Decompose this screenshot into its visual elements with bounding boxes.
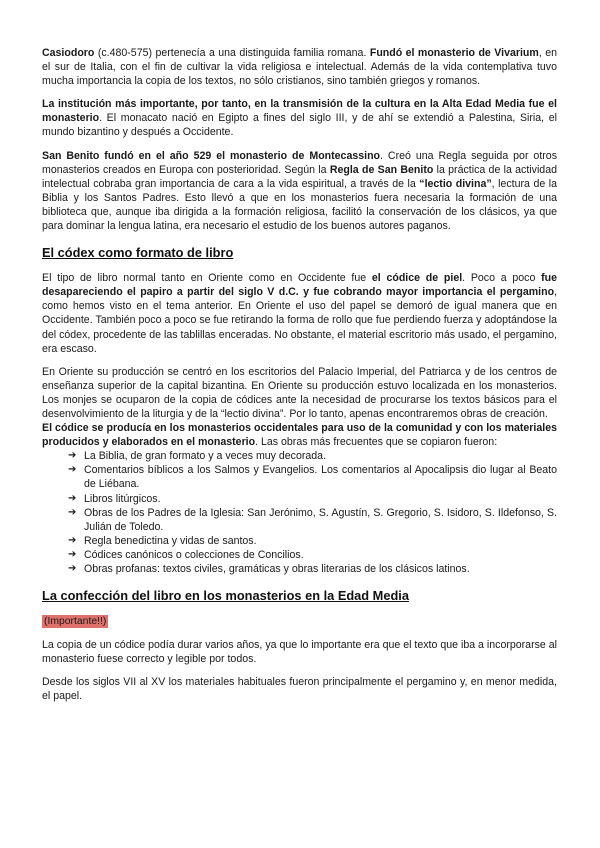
list-item: ➔ Obras profanas: textos civiles, gramáticas y obras literarias de los clásicos latinos. [68, 563, 470, 575]
paragraph-tipo-libro: El tipo de libro normal tanto en Oriente como en Occidente fue el códice de piel. Poco a poco fue desapareciendo el papiro a partir del siglo V d.C. y fue cobrando mayor importancia el pergamino, como hemos visto en el tema anterior. En Oriente el uso del papel se demoró de igual manera que en Occidente. También poco a poco se fue retirando la forma de rollo que fue perdiendo fuerza y adoptándose la del códex, procedente de las tablillas enceradas. No obstante, el material escritorio más usado, el pergamino, era escaso. [42, 272, 558, 355]
bold-text: La institución más importante, por tanto, en la transmisión de la cultura en la Alta Edad Media fue el monasterio [42, 98, 557, 125]
bold-text: fue desapareciendo el papiro a partir del siglo V d.C. y fue cobrando mayor importancia el pergamino [42, 272, 558, 299]
paragraph-oriente: En Oriente su producción se centró en los escritorios del Palacio Imperial, del Patriarca y de los centros de enseñanza superior de la capital bizantina. En Oriente su producción estuvo localizada en los monasterios. Los monjes se ocuparon de la copia de códices ante la necesidad de procurarse los textos básicos para el desenvolvimiento de la liturgia y de la “lectio divina”. Por lo tanto, apenas encontraremos obras de creación. [42, 365, 557, 420]
list-item: ➔ Comentarios bíblicos a los Salmos y Evangelios. Los comentarios al Apocalipsis dio lugar al Beato de Liébana. [68, 464, 557, 491]
bold-text: El códice se producía en los monasterios occidentales para uso de la comunidad y con los materiales producidos y elaborados en el monasterio [42, 422, 557, 449]
bold-text: Fundó el monasterio de Vivarium [369, 47, 539, 59]
list-item: ➔ Códices canónicos o colecciones de Concilios. [68, 548, 304, 561]
paragraph-materiales: Desde los siglos VII al XV los materiales habituales fueron principalmente el pergamino y, en menor medida, el papel. [42, 676, 557, 703]
arrow-icon: ➔ [68, 464, 77, 476]
list-item: ➔ Libros litúrgicos. [68, 492, 161, 505]
arrow-icon: ➔ [68, 534, 77, 546]
arrow-icon: ➔ [68, 563, 77, 574]
list-item: ➔ La Biblia, de gran formato y a veces muy decorada. [68, 450, 327, 463]
bold-text: “lectio divina” [419, 177, 492, 190]
document-page [42, 46, 557, 712]
paragraph-codice-monasterios: El códice se producía en los monasterios occidentales para uso de la comunidad y con los materiales producidos y elaborados en el monasterio. Las obras más frecuentes que se copiaron fueron: [42, 422, 557, 449]
importance-badge: (Importante!!) [44, 616, 107, 628]
bold-text: Regla de San Benito [329, 163, 434, 176]
list-item: ➔ Obras de los Padres de la Iglesia: San Jerónimo, S. Agustín, S. Gregorio, S. Isidoro, S. Ildefonso, S. Julián de Toledo. [68, 506, 557, 533]
arrow-icon: ➔ [68, 450, 77, 462]
paragraph-copia-codice: La copia de un códice podía durar varios años, ya que lo importante era que el texto que iba a incorporarse al monasterio fuese correcto y legible por todos. [42, 639, 557, 666]
arrow-icon: ➔ [68, 506, 77, 518]
list-item: ➔ Regla benedictina y vidas de santos. [68, 534, 257, 547]
arrow-icon: ➔ [68, 492, 77, 504]
paragraph-institucion: La institución más importante, por tanto, en la transmisión de la cultura en la Alta Edad Media fue el monasterio. El monacato nació en Egipto a fines del siglo III, y de ahí se extendió a Palestina, Siria, el mundo bizantino y después a Occidente. [42, 98, 557, 139]
paragraph-casiodoro: Casiodoro (c.480-575) pertenecía a una distinguida familia romana. Fundó el monasterio de Vivarium, en el sur de Italia, con el fin de cultivar la vida religiosa e intelectual. Además de la vida contemplativa tuvo mucha importancia la copia de los textos, no sólo cristianos, sino también griegos y romanos. [42, 47, 557, 88]
works-list [42, 449, 557, 576]
paragraph-san-benito: San Benito fundó en el año 529 el monasterio de Montecassino. Creó una Regla seguida por otros monasterios creados en Europa con posterioridad. Según la Regla de San Benito la práctica de la actividad intelectual cobraba gran importancia de cara a la vida espiritual, a través de la “lectio divina”, lectura de la Biblia y los Santos Padres. Esto llevó a que en los monasterios fuera necesaria la formación de una biblioteca que, aunque iba dirigida a la formación religiosa, facilitó la conservación de los clásicos, ya que para dominar la lengua latina, era necesario el estudio de los buenos autores paganos. [42, 149, 557, 233]
arrow-icon: ➔ [68, 548, 77, 560]
section-heading-codex: El códex como formato de libro [42, 245, 234, 261]
bold-text: el códice de piel [371, 272, 463, 285]
bold-text: San Benito fundó en el año 529 el monasterio de Montecassino [42, 149, 381, 162]
section-heading-confeccion: La confección del libro en los monasterios en la Edad Media [42, 588, 409, 604]
bold-text: Casiodoro [42, 47, 95, 59]
